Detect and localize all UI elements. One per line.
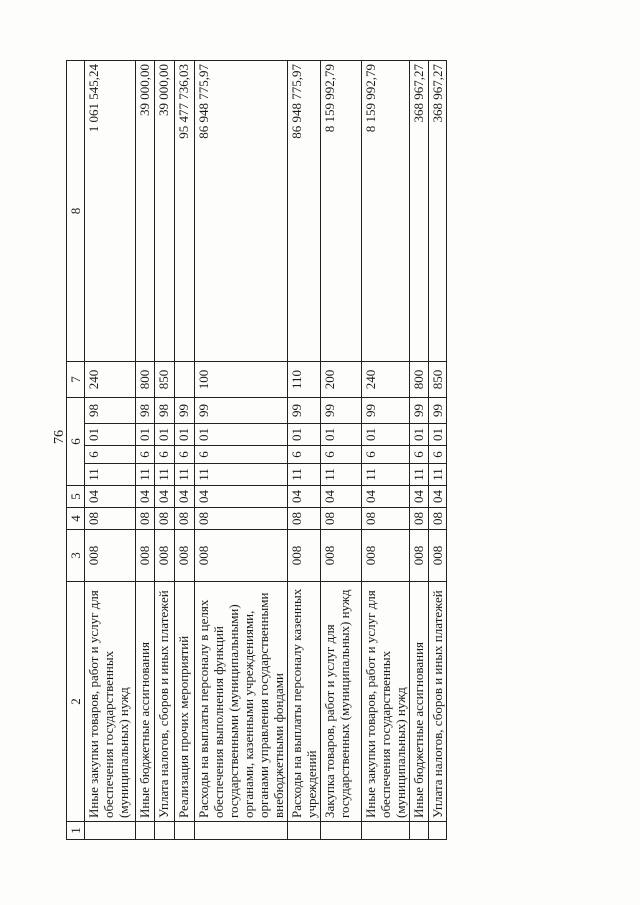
target-code-4: 99	[321, 398, 362, 424]
amount: 8 159 992,79	[362, 61, 410, 362]
target-code-3: 01	[321, 424, 362, 446]
target-code-1: 11	[288, 464, 321, 486]
target-code-2: 6	[155, 446, 175, 464]
section-code: 08	[288, 508, 321, 530]
target-code-1: 11	[136, 464, 155, 486]
expense-type-code: 800	[136, 362, 155, 398]
amount: 39 000,00	[136, 61, 155, 362]
target-code-1: 11	[429, 464, 447, 486]
target-code-2: 6	[362, 446, 410, 464]
expense-type-code: 240	[362, 362, 410, 398]
table-row	[362, 61, 410, 840]
target-code-1: 11	[195, 464, 288, 486]
header-cell: 4	[67, 508, 85, 530]
target-code-2: 6	[136, 446, 155, 464]
table-row	[175, 61, 195, 840]
row-index-cell	[288, 822, 321, 840]
table-row	[85, 61, 136, 840]
target-code-3: 01	[155, 424, 175, 446]
section-code: 08	[175, 508, 195, 530]
row-index-cell	[175, 822, 195, 840]
row-name: Уплата налогов, сборов и иных платежей	[155, 582, 175, 822]
header-cell: 7	[67, 362, 85, 398]
table-row	[136, 61, 155, 840]
expense-type-code: 240	[85, 362, 136, 398]
target-code-1: 11	[85, 464, 136, 486]
budget-table	[66, 60, 447, 840]
amount: 86 948 775,97	[288, 61, 321, 362]
target-code-3: 01	[85, 424, 136, 446]
admin-code: 008	[410, 530, 429, 582]
amount: 86 948 775,97	[195, 61, 288, 362]
header-row	[67, 61, 85, 840]
subsection-code: 04	[155, 486, 175, 508]
subsection-code: 04	[288, 486, 321, 508]
target-code-4: 99	[429, 398, 447, 424]
table-row	[195, 61, 288, 840]
table-row	[410, 61, 429, 840]
target-code-2: 6	[85, 446, 136, 464]
expense-type-code: 100	[195, 362, 288, 398]
section-code: 08	[429, 508, 447, 530]
subsection-code: 04	[429, 486, 447, 508]
target-code-4: 99	[362, 398, 410, 424]
header-cell: 1	[67, 822, 85, 840]
subsection-code: 04	[410, 486, 429, 508]
target-code-2: 6	[175, 446, 195, 464]
row-name: Уплата налогов, сборов и иных платежей	[429, 582, 447, 822]
subsection-code: 04	[136, 486, 155, 508]
admin-code: 008	[85, 530, 136, 582]
amount: 95 477 736,03	[175, 61, 195, 362]
table-row	[321, 61, 362, 840]
header-cell: 6	[67, 398, 85, 486]
target-code-4: 99	[175, 398, 195, 424]
row-name: Иные закупки товаров, работ и услуг для обеспечения государственных (муниципальных) нужд	[362, 582, 410, 822]
target-code-2: 6	[410, 446, 429, 464]
target-code-3: 01	[362, 424, 410, 446]
amount: 368 967,27	[429, 61, 447, 362]
page-number: 76	[52, 430, 67, 444]
section-code: 08	[85, 508, 136, 530]
target-code-4: 99	[288, 398, 321, 424]
section-code: 08	[155, 508, 175, 530]
rotated-table-container	[66, 60, 466, 840]
row-index-cell	[85, 822, 136, 840]
header-cell: 2	[67, 582, 85, 822]
row-index-cell	[410, 822, 429, 840]
target-code-2: 6	[429, 446, 447, 464]
expense-type-code	[175, 362, 195, 398]
row-index-cell	[155, 822, 175, 840]
amount: 1 061 545,24	[85, 61, 136, 362]
section-code: 08	[136, 508, 155, 530]
target-code-2: 6	[288, 446, 321, 464]
target-code-3: 01	[136, 424, 155, 446]
target-code-1: 11	[321, 464, 362, 486]
section-code: 08	[321, 508, 362, 530]
row-index-cell	[321, 822, 362, 840]
target-code-1: 11	[175, 464, 195, 486]
expense-type-code: 850	[155, 362, 175, 398]
expense-type-code: 110	[288, 362, 321, 398]
table-row	[155, 61, 175, 840]
row-name: Иные бюджетные ассигнования	[410, 582, 429, 822]
target-code-3: 01	[195, 424, 288, 446]
target-code-4: 98	[85, 398, 136, 424]
target-code-3: 01	[410, 424, 429, 446]
amount: 39 000,00	[155, 61, 175, 362]
table-row	[288, 61, 321, 840]
expense-type-code: 850	[429, 362, 447, 398]
row-index-cell	[362, 822, 410, 840]
target-code-4: 98	[155, 398, 175, 424]
table-row	[429, 61, 447, 840]
admin-code: 008	[288, 530, 321, 582]
section-code: 08	[195, 508, 288, 530]
row-name: Расходы на выплаты персоналу в целях обеспечения выполнения функций государственными (муниципальными) органами, казенными учреждениями, органами управления государственными внебюджетными фондами	[195, 582, 288, 822]
admin-code: 008	[175, 530, 195, 582]
target-code-2: 6	[195, 446, 288, 464]
row-name: Реализация прочих мероприятий	[175, 582, 195, 822]
target-code-2: 6	[321, 446, 362, 464]
target-code-3: 01	[175, 424, 195, 446]
amount: 368 967,27	[410, 61, 429, 362]
expense-type-code: 800	[410, 362, 429, 398]
target-code-1: 11	[155, 464, 175, 486]
target-code-1: 11	[410, 464, 429, 486]
target-code-4: 99	[410, 398, 429, 424]
admin-code: 008	[155, 530, 175, 582]
amount: 8 159 992,79	[321, 61, 362, 362]
target-code-4: 99	[195, 398, 288, 424]
target-code-3: 01	[288, 424, 321, 446]
target-code-3: 01	[429, 424, 447, 446]
row-name: Иные бюджетные ассигнования	[136, 582, 155, 822]
section-code: 08	[410, 508, 429, 530]
subsection-code: 04	[195, 486, 288, 508]
subsection-code: 04	[321, 486, 362, 508]
header-cell: 3	[67, 530, 85, 582]
row-index-cell	[429, 822, 447, 840]
row-name: Иные закупки товаров, работ и услуг для обеспечения государственных (муниципальных) нужд	[85, 582, 136, 822]
row-name: Закупка товаров, работ и услуг для государственных (муниципальных) нужд	[321, 582, 362, 822]
target-code-4: 98	[136, 398, 155, 424]
admin-code: 008	[321, 530, 362, 582]
row-index-cell	[195, 822, 288, 840]
admin-code: 008	[429, 530, 447, 582]
admin-code: 008	[195, 530, 288, 582]
row-index-cell	[136, 822, 155, 840]
admin-code: 008	[362, 530, 410, 582]
target-code-1: 11	[362, 464, 410, 486]
header-cell: 5	[67, 486, 85, 508]
row-name: Расходы на выплаты персоналу казенных учреждений	[288, 582, 321, 822]
section-code: 08	[362, 508, 410, 530]
header-cell: 8	[67, 61, 85, 362]
subsection-code: 04	[175, 486, 195, 508]
admin-code: 008	[136, 530, 155, 582]
expense-type-code: 200	[321, 362, 362, 398]
subsection-code: 04	[85, 486, 136, 508]
subsection-code: 04	[362, 486, 410, 508]
